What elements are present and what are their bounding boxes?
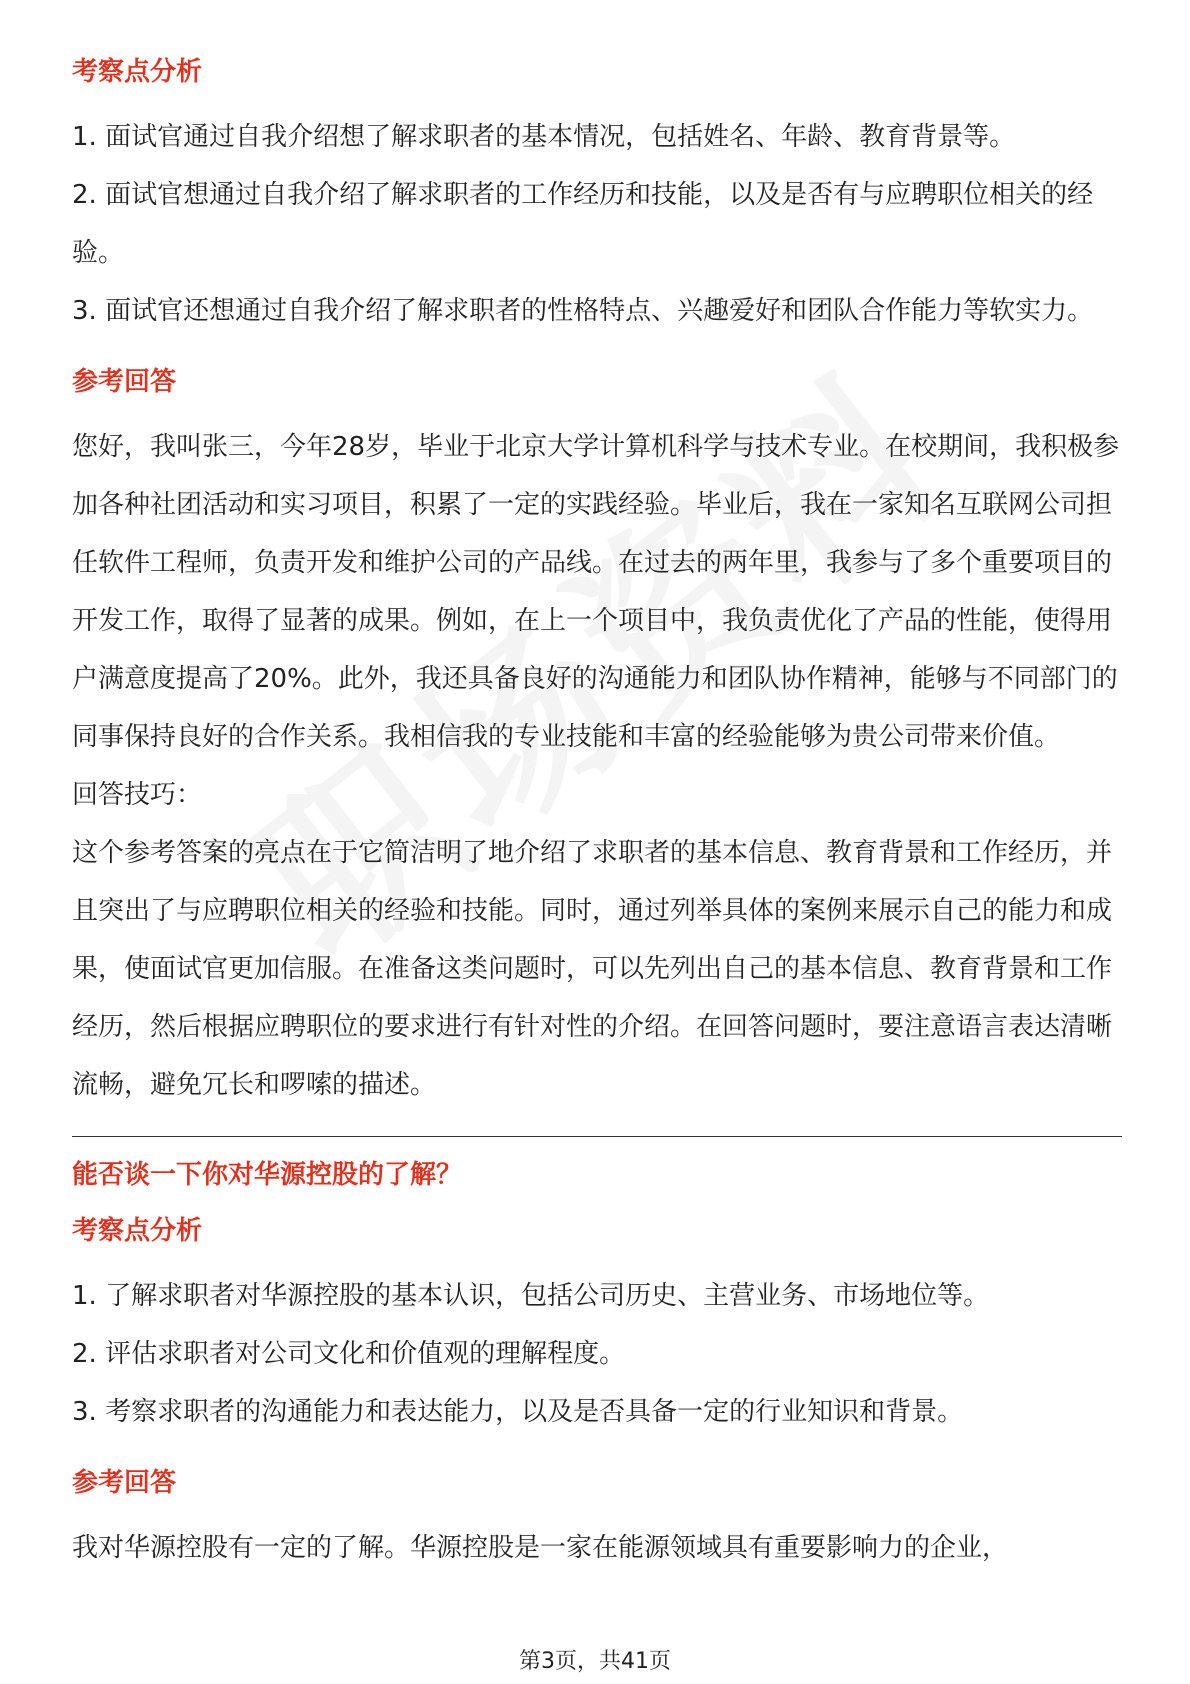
document-page: [72, 52, 1122, 1577]
list-item: 1. 面试官通过自我介绍想了解求职者的基本情况，包括姓名、年龄、教育背景等。: [72, 122, 1016, 152]
answer-paragraph: 您好，我叫张三，今年28岁，毕业于北京大学计算机科学与技术专业。在校期间，我积极参加各种社团活动和实习项目，积累了一定的实践经验。毕业后，我在一家知名互联网公司担任软件工程师，负责开发和维护公司的产品线。在过去的两年里，我参与了多个重要项目的开发工作，取得了显著的成果。例如，在上一个项目中，我负责优化了产品的性能，使得用户满意度提高了20%。此外，我还具备良好的沟通能力和团队协作精神，能够与不同部门的同事保持良好的合作关系。我相信我的专业技能和丰富的经验能够为贵公司带来价值。: [72, 432, 1120, 752]
section-divider: [72, 1136, 1122, 1137]
list-item: 2. 面试官想通过自我介绍了解求职者的工作经历和技能，以及是否有与应聘职位相关的经验。: [72, 180, 1094, 268]
question-title: 能否谈一下你对华源控股的了解？: [72, 1160, 463, 1190]
tips-paragraph: 这个参考答案的亮点在于它简洁明了地介绍了求职者的基本信息、教育背景和工作经历，并且突出了与应聘职位相关的经验和技能。同时，通过列举具体的案例来展示自己的能力和成果，使面试官更加信服。在准备这类问题时，可以先列出自己的基本信息、教育背景和工作经历，然后根据应聘职位的要求进行有针对性的介绍。在回答问题时，要注意语言表达清晰流畅，避免冗长和啰嗦的描述。: [72, 838, 1113, 1100]
answer-heading: 参考回答: [72, 1468, 177, 1498]
analysis-list: [72, 1267, 1122, 1441]
list-item: 2. 评估求职者对公司文化和价值观的理解程度。: [72, 1339, 626, 1369]
analysis-heading: 考察点分析: [72, 57, 203, 87]
analysis-list: [72, 108, 1122, 340]
analysis-heading: 考察点分析: [72, 1216, 203, 1246]
tips-label: 回答技巧：: [72, 780, 203, 810]
list-item: 1. 了解求职者对华源控股的基本认识，包括公司历史、主营业务、市场地位等。: [72, 1281, 990, 1311]
answer-paragraph: 我对华源控股有一定的了解。华源控股是一家在能源领域具有重要影响力的企业，: [72, 1533, 1009, 1563]
list-item: 3. 面试官还想通过自我介绍了解求职者的性格特点、兴趣爱好和团队合作能力等软实力。: [72, 296, 1094, 326]
answer-heading: 参考回答: [72, 367, 177, 397]
page-number: 第3页，共41页: [519, 1649, 671, 1674]
list-item: 3. 考察求职者的沟通能力和表达能力，以及是否具备一定的行业知识和背景。: [72, 1397, 964, 1427]
